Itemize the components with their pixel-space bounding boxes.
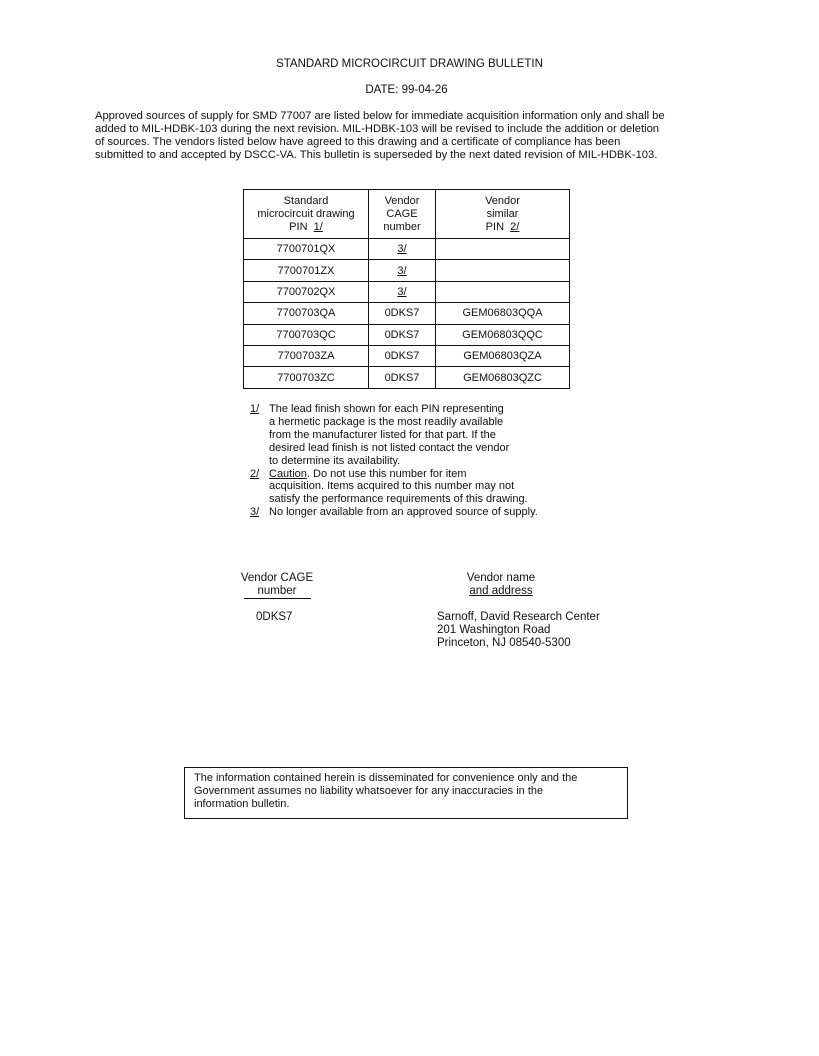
cell-pin: 7700703ZA: [244, 345, 369, 366]
vendor-name: Sarnoff, David Research Center: [437, 611, 600, 623]
intro-paragraph: [95, 110, 725, 162]
header-smd-pin: Standard microcircuit drawing PIN 1/: [244, 190, 369, 239]
header-similar-pin: Vendor similar PIN 2/: [436, 190, 570, 239]
footnote-ref-2: 2/: [510, 220, 520, 233]
table-row: [244, 260, 570, 281]
cell-cage: 0DKS7: [369, 345, 436, 366]
footnote-line: Caution. Do not use this number for item: [269, 467, 467, 480]
table-header-row: [244, 190, 570, 239]
footnote-line: desired lead finish is not listed contact the vendor: [269, 441, 510, 454]
disclaimer-line: information bulletin.: [194, 798, 290, 810]
cell-pin: 7700703QC: [244, 324, 369, 345]
bulletin-date: DATE: 99-04-26: [365, 84, 448, 96]
footnote-ref-1: 1/: [313, 220, 323, 233]
footnote-line: to determine its availability.: [269, 454, 401, 467]
table-row: [244, 281, 570, 302]
footnote-line: from the manufacturer listed for that part. If the: [269, 428, 496, 441]
footnotes: [250, 403, 538, 519]
cell-similar: GEM06803QZA: [436, 345, 570, 366]
table-row: [244, 367, 570, 388]
table-row: [244, 239, 570, 260]
table-row: [244, 324, 570, 345]
footnote-line: No longer available from an approved source of supply.: [269, 506, 538, 519]
vendor-street: 201 Washington Road: [437, 624, 551, 636]
vendor-name-header: Vendor name and address: [466, 572, 536, 597]
cell-similar: [436, 281, 570, 302]
cell-similar: GEM06803QQA: [436, 303, 570, 324]
cell-similar: [436, 260, 570, 281]
header-cage-number: Vendor CAGE number: [369, 190, 436, 239]
cell-cage: 0DKS7: [369, 367, 436, 388]
cell-cage: 3/: [369, 239, 436, 260]
cell-pin: 7700703QA: [244, 303, 369, 324]
footnote-number: 1/: [250, 403, 260, 415]
cell-similar: [436, 239, 570, 260]
footnote-line: acquisition. Items acquired to this number may not: [269, 480, 515, 493]
cell-pin: 7700702QX: [244, 281, 369, 302]
table-row: [244, 345, 570, 366]
cell-similar: GEM06803QZC: [436, 367, 570, 388]
footnote-number: 3/: [250, 506, 260, 519]
cell-cage: 3/: [369, 281, 436, 302]
approved-sources-table: [243, 189, 570, 389]
table-row: [244, 303, 570, 324]
intro-line: added to MIL-HDBK-103 during the next revision. MIL-HDBK-103 will be revised to include the addition or deletion: [95, 123, 660, 135]
intro-line: Approved sources of supply for SMD 77007 are listed below for immediate acquisition information only and shall be: [95, 110, 665, 122]
footnote-number: 2/: [250, 467, 260, 480]
vendor-city: Princeton, NJ 08540-5300: [437, 637, 571, 649]
footnote-1: [250, 403, 538, 468]
cell-similar: GEM06803QQC: [436, 324, 570, 345]
bulletin-title: STANDARD MICROCIRCUIT DRAWING BULLETIN: [276, 58, 543, 70]
cell-pin: 7700703ZC: [244, 367, 369, 388]
vendor-cage-header: Vendor CAGE number: [240, 572, 314, 597]
footnote-line: satisfy the performance requirements of this drawing.: [269, 493, 528, 506]
disclaimer-box: [184, 767, 628, 819]
footnote-line: The lead finish shown for each PIN representing: [269, 403, 504, 415]
footnote-3: [250, 506, 538, 519]
vendor-cage-code: 0DKS7: [256, 611, 293, 623]
disclaimer-line: The information contained herein is disseminated for convenience only and the: [194, 772, 578, 784]
cell-cage: 0DKS7: [369, 303, 436, 324]
disclaimer-line: Government assumes no liability whatsoever for any inaccuracies in the: [194, 785, 544, 797]
intro-line: of sources. The vendors listed below have agreed to this drawing and a certificate of compliance has been: [95, 136, 621, 148]
footnote-2: [250, 468, 538, 507]
cell-cage: 0DKS7: [369, 324, 436, 345]
cell-pin: 7700701QX: [244, 239, 369, 260]
cell-cage: 3/: [369, 260, 436, 281]
caution-label: Caution: [269, 467, 307, 480]
vendor-address: [437, 611, 600, 650]
intro-line: submitted to and accepted by DSCC-VA. This bulletin is superseded by the next dated revision of MIL-HDBK-103.: [95, 149, 658, 161]
cell-pin: 7700701ZX: [244, 260, 369, 281]
footnote-line: a hermetic package is the most readily available: [269, 415, 504, 428]
